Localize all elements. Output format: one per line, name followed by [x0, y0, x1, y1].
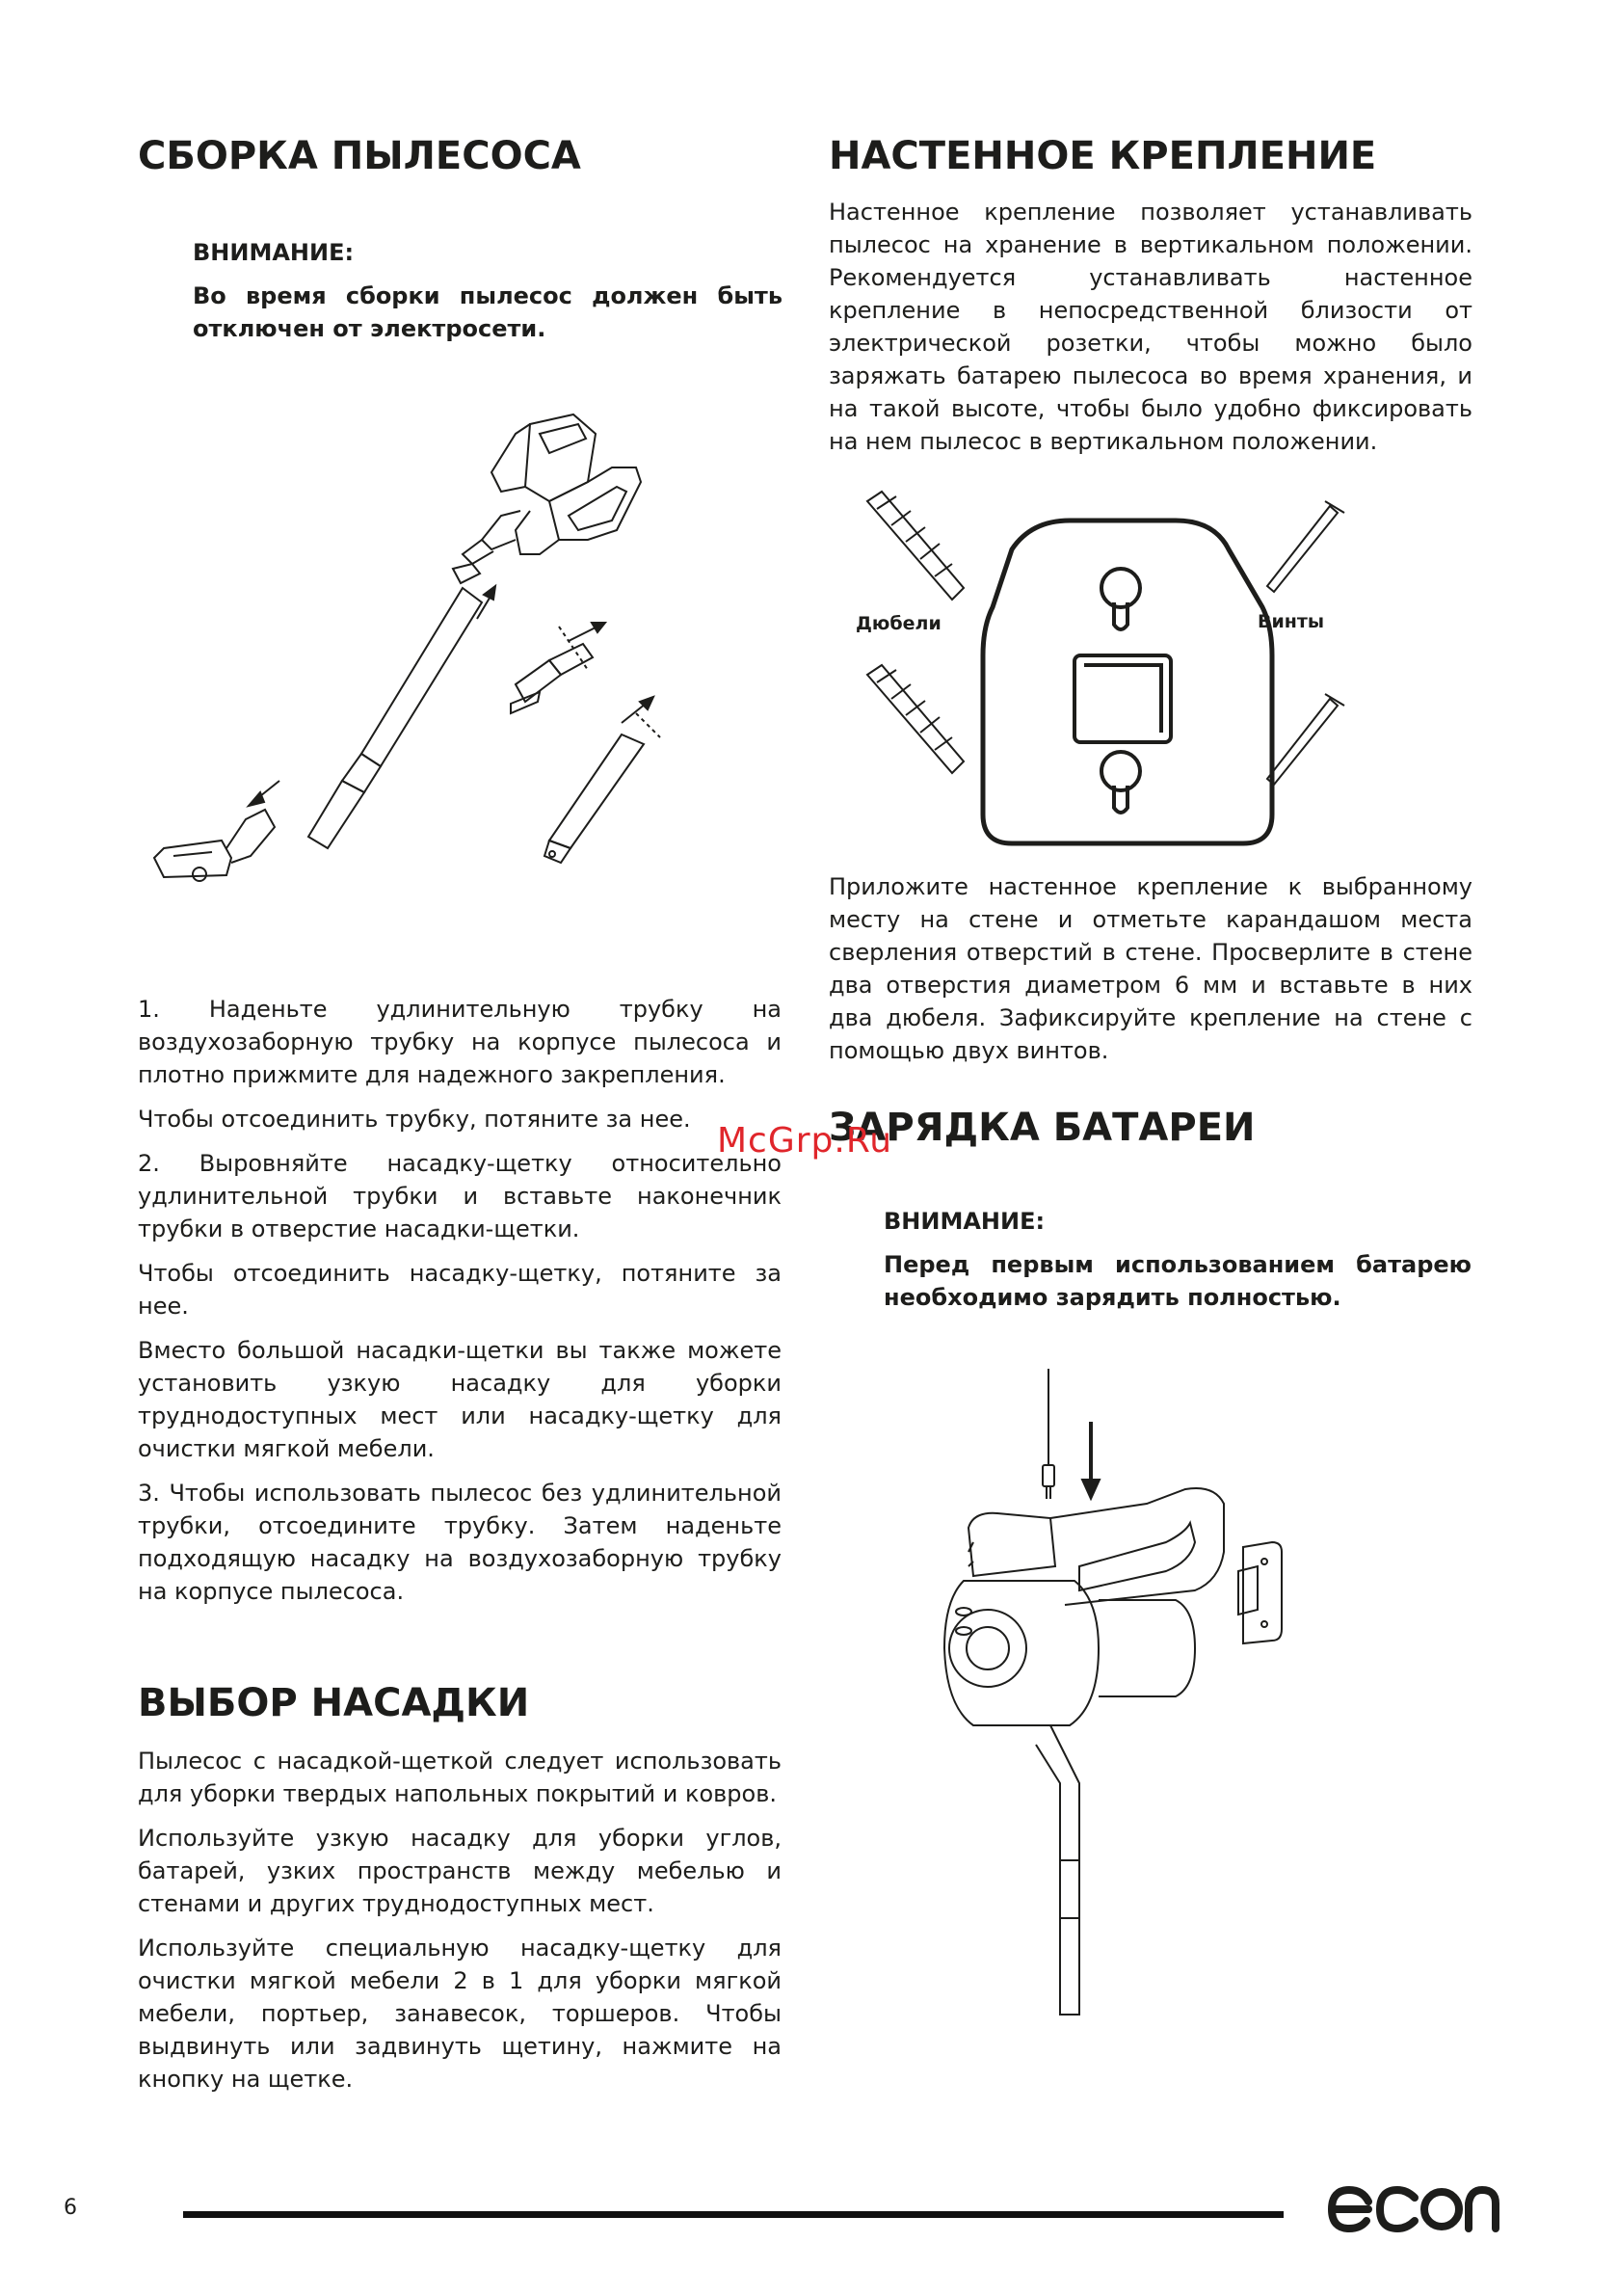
- attachments-heading: ВЫБОР НАСАДКИ: [138, 1681, 530, 1725]
- attachments-paragraph: Используйте узкую насадку для уборки углов, батарей, узких пространств между мебелью и стенами и других труднодоступных мест.: [138, 1825, 782, 1917]
- watermark: McGrp.Ru: [717, 1121, 893, 1161]
- wall-mount-small-drawing: [1238, 1542, 1282, 1643]
- small-brush-drawing: [511, 644, 593, 713]
- wall-mount-intro-block: [829, 196, 1472, 469]
- screws-label: Винты: [1258, 611, 1325, 632]
- keyhole-icon: [1101, 752, 1140, 813]
- crevice-tool-drawing: [544, 734, 644, 863]
- page-number: 6: [64, 2196, 77, 2220]
- vacuum-body-drawing: [453, 414, 641, 583]
- charging-illustration: [906, 1359, 1311, 2034]
- wall-mount-intro: Настенное крепление позволяет устанавливать пылесос на хранение в вертикальном положении. Рекомендуется устанавливать настенное крепление в непосредственной близости от электрической розетки, чтобы можно было заряжать батарею пылесоса во время хранения, и на такой высоте, чтобы было удобно фиксировать на нем пылесос в вертикальном положении.: [829, 199, 1472, 455]
- warning-text: Во время сборки пылесос должен быть отключен от электросети.: [193, 282, 782, 342]
- assembly-paragraph: 1. Наденьте удлинительную трубку на воздухозаборную трубку на корпусе пылесоса и плотно прижмите для надежного закрепления.: [138, 996, 782, 1088]
- wall-mount-heading: НАСТЕННОЕ КРЕПЛЕНИЕ: [829, 134, 1377, 178]
- screw-icon: [1267, 501, 1344, 592]
- assembly-paragraph: Чтобы отсоединить трубку, потяните за нее.: [138, 1106, 691, 1133]
- charger-plug-drawing: [1043, 1369, 1054, 1499]
- warning-title: ВНИМАНИЕ:: [193, 239, 355, 266]
- hook-drawing: [1074, 655, 1171, 742]
- brand-wordmark: [1332, 2190, 1496, 2229]
- charging-heading: ЗАРЯДКА БАТАРЕИ: [829, 1106, 1256, 1150]
- assembly-warning: [193, 239, 782, 345]
- extension-tube-drawing: [308, 588, 482, 848]
- dowel-icon: [867, 665, 964, 773]
- vacuum-charging-drawing: [944, 1488, 1224, 2015]
- econ-logo: [1326, 2180, 1499, 2238]
- dowels-label: Дюбели: [856, 613, 942, 634]
- assembly-paragraph: Вместо большой насадки-щетки вы также можете установить узкую насадку для уборки труднодоступных мест или насадку-щетку для очистки мягкой мебели.: [138, 1337, 782, 1462]
- wall-mount-instructions: Приложите настенное крепление к выбранному месту на стене и отметьте карандашом места сверления отверстий в стене. Просверлите в стене два отверстия диаметром 6 мм и вставьте в них два дюбеля. Зафиксируйте крепление на стене с помощью двух винтов.: [829, 873, 1472, 1064]
- attachments-paragraph: Пылесос с насадкой-щеткой следует использовать для уборки твердых напольных покрытий и ковров.: [138, 1748, 782, 1807]
- footer-divider: [183, 2211, 1284, 2218]
- attachments-paragraph: Используйте специальную насадку-щетку для очистки мягкой мебели 2 в 1 для уборки мягкой мебели, портьер, занавесок, торшеров. Чтобы выдвинуть или задвинуть щетину, нажмите на кнопку на щетке.: [138, 1935, 782, 2093]
- wall-mount-illustration: [838, 482, 1359, 868]
- assembly-steps: [138, 993, 782, 1619]
- assembly-paragraph: 3. Чтобы использовать пылесос без удлинительной трубки, отсоедините трубку. Затем наденьте подходящую насадку на воздухозаборную трубку на корпусе пылесоса.: [138, 1480, 782, 1605]
- warning-title: ВНИМАНИЕ:: [884, 1208, 1046, 1235]
- dowel-icon: [867, 492, 964, 600]
- wall-mount-instructions-block: [829, 870, 1472, 1079]
- assembly-illustration: [135, 395, 732, 896]
- keyhole-icon: [1101, 569, 1140, 629]
- screw-icon: [1267, 694, 1344, 785]
- floor-brush-drawing: [154, 810, 275, 881]
- attachments-text: [138, 1745, 782, 2107]
- warning-text: Перед первым использованием батарею необходимо зарядить полностью.: [884, 1251, 1472, 1311]
- charging-warning: [884, 1208, 1472, 1314]
- assembly-heading: СБОРКА ПЫЛЕСОСА: [138, 134, 581, 178]
- assembly-paragraph: 2. Выровняйте насадку-щетку относительно удлинительной трубки и вставьте наконечник трубки в отверстие насадки-щетки.: [138, 1150, 782, 1242]
- assembly-paragraph: Чтобы отсоединить насадку-щетку, потяните за нее.: [138, 1260, 782, 1320]
